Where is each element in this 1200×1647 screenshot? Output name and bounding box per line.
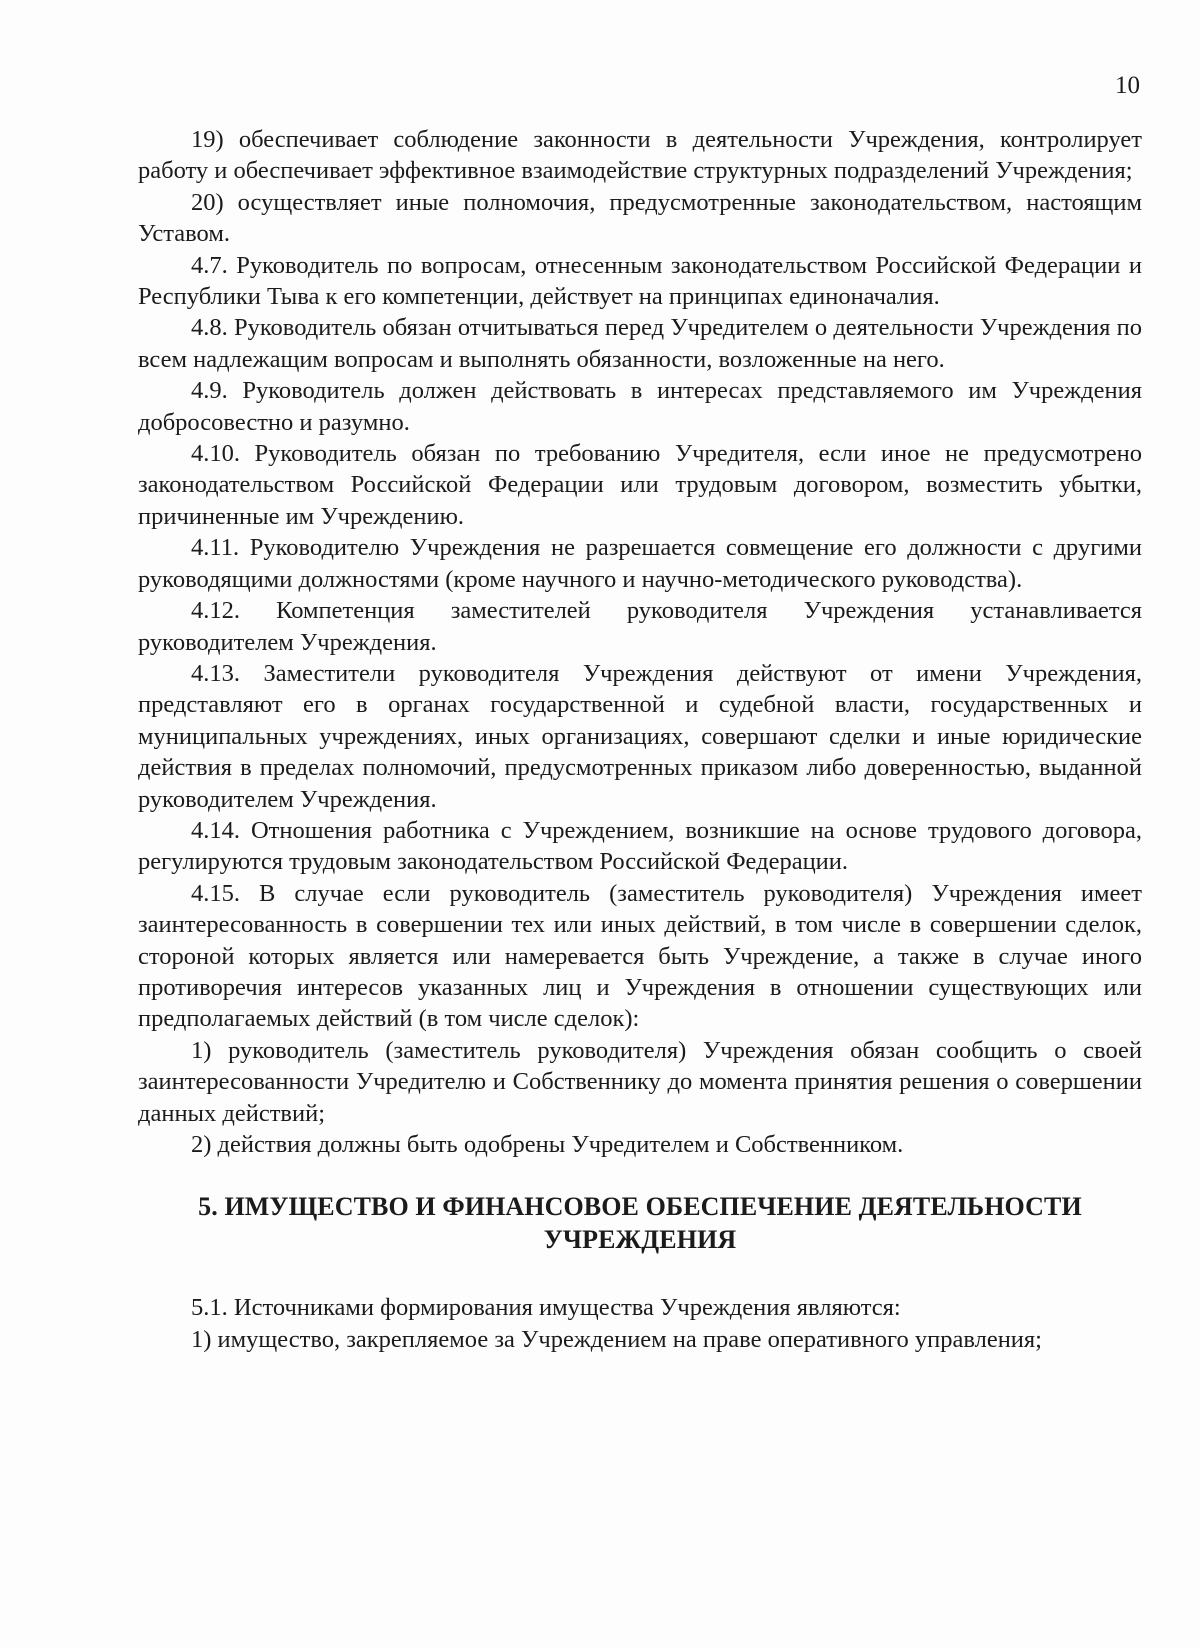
paragraph-4-11: 4.11. Руководителю Учреждения не разрешается совмещение его должности с другими руководящими должностями (кроме научного и научно-методического руководства). xyxy=(138,534,1142,593)
paragraph-5-1-item-1: 1) имущество, закрепляемое за Учреждением на праве оперативного управления; xyxy=(191,1325,1042,1353)
paragraph-4-9: 4.9. Руководитель должен действовать в интересах представляемого им Учреждения добросовестно и разумно. xyxy=(138,377,1142,436)
section-heading-line-2: УЧРЕЖДЕНИЯ xyxy=(543,1225,737,1255)
paragraph-4-15: 4.15. В случае если руководитель (заместитель руководителя) Учреждения имеет заинтересованность в совершении тех или иных действий, в том числе в совершении сделок, стороной которых является или намеревается быть Учреждение, а также в случае иного противоречия интересов указанных лиц и Учреждения в отношении существующих или предполагаемых действий (в том числе сделок): xyxy=(138,879,1142,1033)
paragraph-4-12: 4.12. Компетенция заместителей руководителя Учреждения устанавливается руководителем Учреждения. xyxy=(138,597,1142,656)
paragraph-4-7: 4.7. Руководитель по вопросам, отнесенным законодательством Российской Федерации и Республики Тыва к его компетенции, действует на принципах единоначалия. xyxy=(138,251,1142,311)
section-heading-line-1: 5. ИМУЩЕСТВО И ФИНАНСОВОЕ ОБЕСПЕЧЕНИЕ ДЕЯТЕЛЬНОСТИ xyxy=(198,1192,1082,1222)
paragraph-4-14: 4.14. Отношения работника с Учреждением, возникшие на основе трудового договора, регулируются трудовым законодательством Российской Федерации. xyxy=(138,816,1142,876)
paragraph-19: 19) обеспечивает соблюдение законности в деятельности Учреждения, контролирует работу и обеспечивает эффективное взаимодействие структурных подразделений Учреждения; xyxy=(138,126,1142,185)
page-number: 10 xyxy=(1115,72,1140,99)
paragraph-5-1: 5.1. Источниками формирования имущества Учреждения являются: xyxy=(191,1294,901,1322)
paragraph-4-15-item-1: 1) руководитель (заместитель руководителя) Учреждения обязан сообщить о своей заинтересованности Учредителю и Собственнику до момента принятия решения о совершении данных действий; xyxy=(138,1036,1142,1127)
section-heading xyxy=(138,1190,1142,1256)
paragraph-4-13: 4.13. Заместители руководителя Учреждения действуют от имени Учреждения, представляют его в органах государственной и судебной власти, государственных и муниципальных учреждениях, иных организациях, совершают сделки и иные юридические действия в пределах полномочий, предусмотренных приказом либо доверенностью, выданной руководителем Учреждения. xyxy=(138,659,1142,813)
paragraph-4-10: 4.10. Руководитель обязан по требованию Учредителя, если иное не предусмотрено законодательством Российской Федерации или трудовым договором, возместить убытки, причиненные им Учреждению. xyxy=(138,440,1142,530)
paragraph-20: 20) осуществляет иные полномочия, предусмотренные законодательством, настоящим Уставом. xyxy=(138,188,1142,248)
document-body xyxy=(138,124,1142,1355)
paragraph-4-15-item-2: 2) действия должны быть одобрены Учредителем и Собственником. xyxy=(191,1131,904,1158)
paragraph-4-8: 4.8. Руководитель обязан отчитываться перед Учредителем о деятельности Учреждения по всем надлежащим вопросам и выполнять обязанности, возложенные на него. xyxy=(138,314,1142,373)
